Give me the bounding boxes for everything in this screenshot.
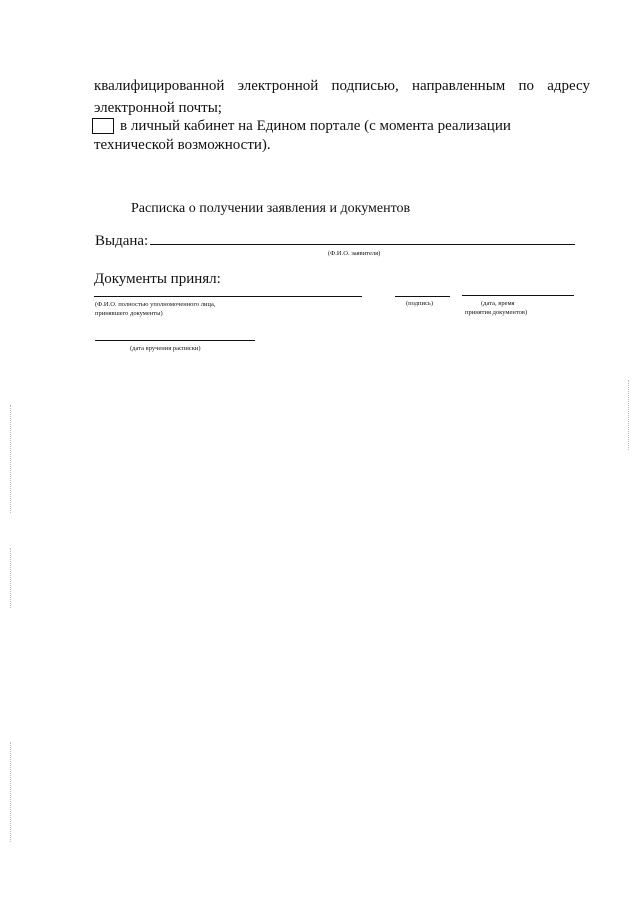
word-5: по [518,78,534,94]
receipt-title: Расписка о получении заявления и документов [131,201,411,216]
issued-label: Выдана: [95,233,149,249]
accepted-label: Документы принял: [94,271,221,287]
text-line-4: технической возможности). [94,137,271,153]
scan-margin-mark-1 [10,405,12,513]
word-6: адресу [547,78,590,94]
word-1: квалифицированной [94,78,225,94]
scan-margin-mark-4 [628,380,630,450]
scan-margin-mark-2 [10,548,12,608]
text-line-3: в личный кабинет на Едином портале (с момента реализации [120,118,511,134]
handover-date-line[interactable] [95,340,255,341]
text-line-1 [94,78,590,95]
text-line-2: электронной почты; [94,100,222,116]
issued-caption: (Ф.И.О. заявителя) [328,250,381,257]
fio-caption-1: (Ф.И.О. полностью уполномоченного лица, [95,301,216,308]
signature-line[interactable] [395,296,450,297]
handover-caption: (дата вручения расписки) [130,345,201,352]
word-2: электронной [237,78,319,94]
signature-caption: (подпись) [406,300,433,307]
datetime-line[interactable] [462,295,574,296]
scan-margin-mark-3 [10,742,12,842]
portal-checkbox[interactable] [92,118,114,134]
fio-line[interactable] [94,296,362,297]
datetime-caption-1: (дата, время [481,300,515,307]
fio-caption-2: принявшего документы) [95,310,163,317]
word-3: подписью, [331,78,399,94]
word-4: направленным [411,78,506,94]
issued-name-line[interactable] [150,244,575,245]
datetime-caption-2: принятия документов) [465,309,528,316]
